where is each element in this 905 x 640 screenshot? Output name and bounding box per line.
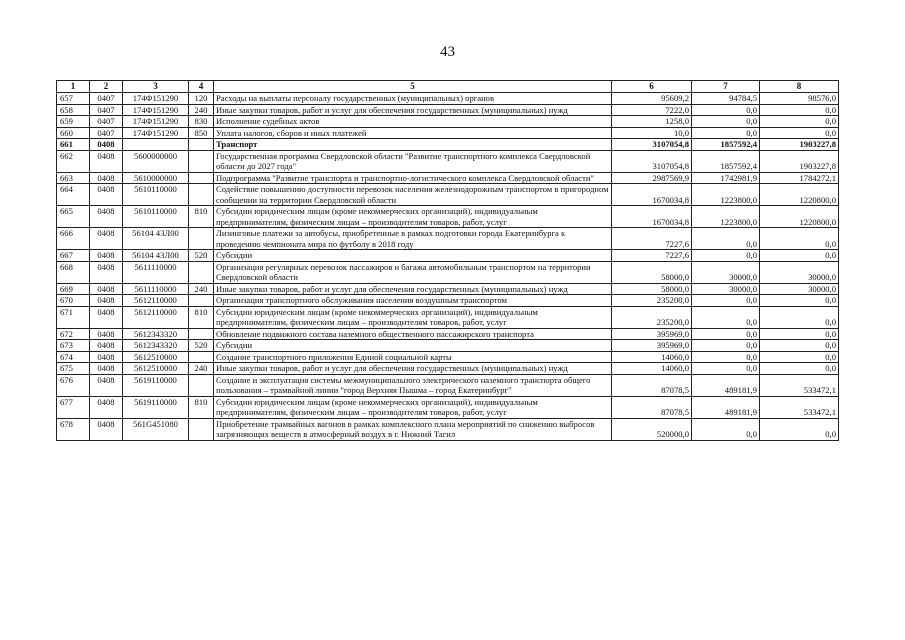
row-number: 663 [57,172,90,184]
amount-col-7: 0,0 [692,127,760,139]
amount-col-6: 235200,0 [612,295,692,307]
amount-col-6: 7227,6 [612,228,692,250]
row-number: 657 [57,93,90,105]
amount-col-6: 395969,0 [612,328,692,340]
amount-col-7: 1857592,4 [692,139,760,151]
item-name: Иные закупки товаров, работ и услуг для обеспечения государственных (муниципальных) нужд [214,363,612,375]
table-row [57,283,839,295]
table-row [57,127,839,139]
amount-col-8: 0,0 [760,418,839,440]
target-article-code: 5612343320 [123,340,189,352]
amount-col-8: 0,0 [760,328,839,340]
target-article-code: 5612110000 [123,306,189,328]
amount-col-8: 1903227,8 [760,150,839,172]
amount-col-6: 1670034,8 [612,206,692,228]
amount-col-7: 0,0 [692,250,760,262]
amount-col-7: 0,0 [692,104,760,116]
table-row [57,150,839,172]
amount-col-6: 2987569,9 [612,172,692,184]
expense-type-code [189,374,214,396]
target-article-code: 56104 43Л00 [123,250,189,262]
target-article-code: 561G451080 [123,418,189,440]
expense-type-code [189,184,214,206]
budget-table [56,80,839,441]
row-number: 670 [57,295,90,307]
amount-col-7: 0,0 [692,295,760,307]
item-name: Государственная программа Свердловской области "Развитие транспортного комплекса Свердловской области до 2027 года" [214,150,612,172]
table-row [57,306,839,328]
table-row [57,418,839,440]
amount-col-8: 0,0 [760,306,839,328]
target-article-code: 5619110000 [123,374,189,396]
target-article-code: 56104 43Л00 [123,228,189,250]
row-number: 674 [57,351,90,363]
amount-col-8: 0,0 [760,250,839,262]
target-article-code: 5600000000 [123,150,189,172]
item-name: Лизинговые платежи за автобусы, приобретенные в рамках подготовки города Екатеринбурга к проведению чемпионата мира по футболу в 2018 году [214,228,612,250]
table-header-row [57,81,839,93]
section-code: 0408 [90,206,123,228]
amount-col-6: 87078,5 [612,396,692,418]
amount-col-7: 0,0 [692,306,760,328]
amount-col-6: 3107054,8 [612,139,692,151]
amount-col-8: 0,0 [760,228,839,250]
section-code: 0408 [90,228,123,250]
expense-type-code [189,150,214,172]
page-number: 43 [440,44,455,60]
amount-col-7: 94784,5 [692,93,760,105]
row-number: 678 [57,418,90,440]
expense-type-code: 520 [189,340,214,352]
amount-col-8: 1903227,8 [760,139,839,151]
table-row [57,139,839,151]
table-row [57,228,839,250]
amount-col-6: 58000,0 [612,283,692,295]
amount-col-8: 1220800,0 [760,184,839,206]
target-article-code: 174Ф151290 [123,93,189,105]
item-name: Создание и эксплуатация системы межмуниципального электрического наземного транспорта общего пользования – трамвайной линии "город Верхняя Пышма – город Екатеринбург" [214,374,612,396]
expense-type-code: 240 [189,104,214,116]
amount-col-7: 0,0 [692,228,760,250]
header-col-7: 7 [692,81,760,93]
item-name: Обновление подвижного состава наземного общественного пассажирского транспорта [214,328,612,340]
item-name: Создание транспортного приложения Единой социальной карты [214,351,612,363]
table-row [57,116,839,128]
amount-col-8: 1220800,0 [760,206,839,228]
amount-col-7: 489181,9 [692,396,760,418]
section-code: 0407 [90,104,123,116]
amount-col-7: 0,0 [692,363,760,375]
target-article-code: 5612343320 [123,328,189,340]
table-row [57,396,839,418]
amount-col-7: 0,0 [692,351,760,363]
target-article-code: 5612110000 [123,295,189,307]
table-row [57,295,839,307]
amount-col-6: 1670034,8 [612,184,692,206]
section-code: 0408 [90,306,123,328]
table-row [57,261,839,283]
amount-col-8: 1784272,1 [760,172,839,184]
amount-col-6: 87078,5 [612,374,692,396]
target-article-code: 5610110000 [123,184,189,206]
row-number: 676 [57,374,90,396]
expense-type-code: 830 [189,116,214,128]
item-name: Уплата налогов, сборов и иных платежей [214,127,612,139]
item-name: Субсидии юридическим лицам (кроме некоммерческих организаций), индивидуальным предпринимателям, физическим лицам – производителям товаров, работ, услуг [214,206,612,228]
header-col-6: 6 [612,81,692,93]
section-code: 0408 [90,374,123,396]
target-article-code: 5619110000 [123,396,189,418]
amount-col-6: 7222,0 [612,104,692,116]
amount-col-6: 14060,0 [612,351,692,363]
amount-col-7: 30000,0 [692,283,760,295]
amount-col-7: 0,0 [692,328,760,340]
expense-type-code [189,418,214,440]
amount-col-8: 533472,1 [760,396,839,418]
item-name: Субсидии [214,340,612,352]
amount-col-8: 0,0 [760,104,839,116]
amount-col-7: 1857592,4 [692,150,760,172]
expense-type-code [189,328,214,340]
amount-col-8: 0,0 [760,116,839,128]
expense-type-code: 850 [189,127,214,139]
row-number: 675 [57,363,90,375]
row-number: 660 [57,127,90,139]
header-col-4: 4 [189,81,214,93]
expense-type-code [189,261,214,283]
row-number: 672 [57,328,90,340]
table-row [57,184,839,206]
expense-type-code: 240 [189,283,214,295]
expense-type-code: 520 [189,250,214,262]
section-code: 0407 [90,93,123,105]
row-number: 666 [57,228,90,250]
amount-col-6: 520000,0 [612,418,692,440]
target-article-code: 174Ф151290 [123,127,189,139]
item-name: Субсидии юридическим лицам (кроме некоммерческих организаций), индивидуальным предпринимателям, физическим лицам – производителям товаров, работ, услуг [214,306,612,328]
expense-type-code: 810 [189,206,214,228]
expense-type-code: 810 [189,396,214,418]
item-name: Организация транспортного обслуживания населения воздушным транспортом [214,295,612,307]
section-code: 0407 [90,127,123,139]
amount-col-7: 1223800,0 [692,206,760,228]
amount-col-8: 0,0 [760,363,839,375]
item-name: Организация регулярных перевозок пассажиров и багажа автомобильным транспортом на территории Свердловской области [214,261,612,283]
target-article-code: 5610110000 [123,206,189,228]
section-code: 0408 [90,283,123,295]
section-code: 0408 [90,351,123,363]
expense-type-code: 810 [189,306,214,328]
table-row [57,340,839,352]
amount-col-6: 3107054,8 [612,150,692,172]
table-row [57,363,839,375]
table-row [57,172,839,184]
row-number: 662 [57,150,90,172]
section-code: 0407 [90,116,123,128]
amount-col-7: 1223800,0 [692,184,760,206]
expense-type-code: 120 [189,93,214,105]
item-name: Подпрограмма "Развитие транспорта и транспортно-логистического комплекса Свердловской области" [214,172,612,184]
row-number: 671 [57,306,90,328]
target-article-code: 5612510000 [123,363,189,375]
item-name: Приобретение трамвайных вагонов в рамках комплексного плана мероприятий по снижению выбросов загрязняющих веществ в атмосферный воздух в г. Нижний Тагил [214,418,612,440]
table-row [57,93,839,105]
section-code: 0408 [90,250,123,262]
expense-type-code: 240 [189,363,214,375]
row-number: 667 [57,250,90,262]
amount-col-6: 95609,2 [612,93,692,105]
item-name: Транспорт [214,139,612,151]
section-code: 0408 [90,139,123,151]
amount-col-6: 395969,0 [612,340,692,352]
row-number: 669 [57,283,90,295]
target-article-code: 174Ф151290 [123,104,189,116]
target-article-code: 5611110000 [123,283,189,295]
item-name: Субсидии юридическим лицам (кроме некоммерческих организаций), индивидуальным предпринимателям, физическим лицам – производителям товаров, работ, услуг [214,396,612,418]
row-number: 668 [57,261,90,283]
target-article-code: 5612510000 [123,351,189,363]
amount-col-6: 1258,0 [612,116,692,128]
amount-col-7: 489181,9 [692,374,760,396]
amount-col-7: 30000,0 [692,261,760,283]
item-name: Иные закупки товаров, работ и услуг для обеспечения государственных (муниципальных) нужд [214,283,612,295]
amount-col-8: 0,0 [760,351,839,363]
amount-col-8: 98576,0 [760,93,839,105]
target-article-code: 5610000000 [123,172,189,184]
target-article-code: 5611110000 [123,261,189,283]
amount-col-6: 7227,6 [612,250,692,262]
header-col-2: 2 [90,81,123,93]
amount-col-8: 0,0 [760,295,839,307]
target-article-code: 174Ф151290 [123,116,189,128]
section-code: 0408 [90,150,123,172]
table-row [57,351,839,363]
expense-type-code [189,139,214,151]
header-col-8: 8 [760,81,839,93]
expense-type-code [189,228,214,250]
row-number: 673 [57,340,90,352]
table-row [57,328,839,340]
row-number: 665 [57,206,90,228]
section-code: 0408 [90,172,123,184]
header-col-1: 1 [57,81,90,93]
amount-col-7: 0,0 [692,340,760,352]
amount-col-8: 30000,0 [760,283,839,295]
table-row [57,104,839,116]
section-code: 0408 [90,295,123,307]
section-code: 0408 [90,328,123,340]
row-number: 658 [57,104,90,116]
amount-col-8: 30000,0 [760,261,839,283]
amount-col-7: 1742981,9 [692,172,760,184]
section-code: 0408 [90,340,123,352]
item-name: Расходы на выплаты персоналу государственных (муниципальных) органов [214,93,612,105]
section-code: 0408 [90,396,123,418]
section-code: 0408 [90,363,123,375]
expense-type-code [189,351,214,363]
amount-col-7: 0,0 [692,418,760,440]
expense-type-code [189,172,214,184]
target-article-code [123,139,189,151]
table-row [57,374,839,396]
header-col-3: 3 [123,81,189,93]
amount-col-7: 0,0 [692,116,760,128]
amount-col-8: 0,0 [760,340,839,352]
amount-col-8: 533472,1 [760,374,839,396]
row-number: 677 [57,396,90,418]
item-name: Иные закупки товаров, работ и услуг для обеспечения государственных (муниципальных) нужд [214,104,612,116]
amount-col-8: 0,0 [760,127,839,139]
table-row [57,250,839,262]
amount-col-6: 10,0 [612,127,692,139]
amount-col-6: 14060,0 [612,363,692,375]
section-code: 0408 [90,418,123,440]
item-name: Исполнение судебных актов [214,116,612,128]
item-name: Субсидии [214,250,612,262]
section-code: 0408 [90,184,123,206]
row-number: 661 [57,139,90,151]
header-col-5: 5 [214,81,612,93]
item-name: Содействие повышению доступности перевозок населения железнодорожным транспортом в пригородном сообщении на территории Свердловской области [214,184,612,206]
amount-col-6: 58000,0 [612,261,692,283]
section-code: 0408 [90,261,123,283]
table-row [57,206,839,228]
row-number: 659 [57,116,90,128]
expense-type-code [189,295,214,307]
amount-col-6: 235200,0 [612,306,692,328]
row-number: 664 [57,184,90,206]
